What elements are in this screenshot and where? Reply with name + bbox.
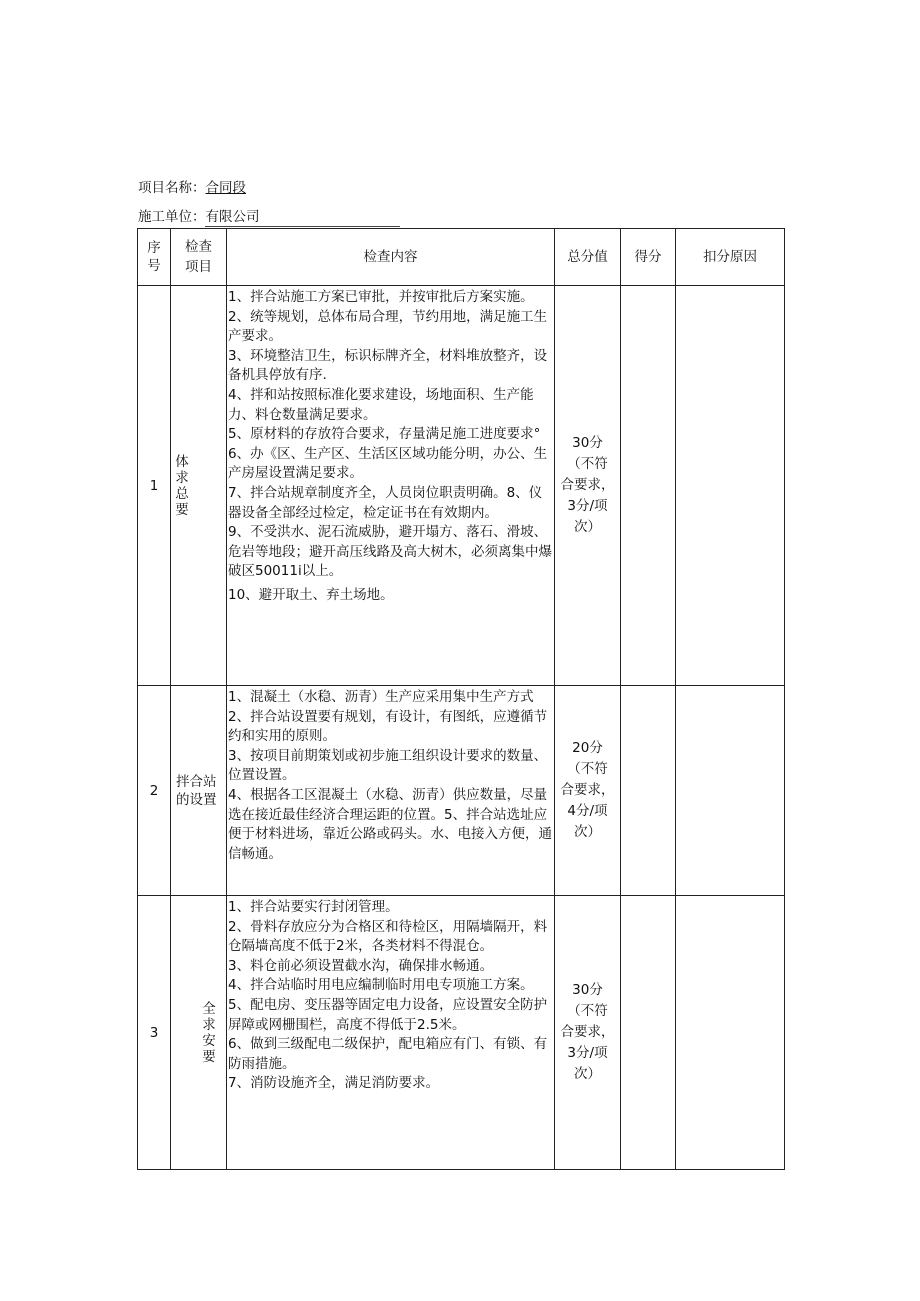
content-line: 3、料仓前必须设置截水沟，确保排水畅通。: [228, 957, 494, 974]
check-content: [227, 686, 555, 896]
header-score: 得分: [621, 229, 676, 286]
content-line: 10、避开取土、弃土场地。: [228, 586, 394, 603]
content-line: 6、办《区、生产区、生活区区域功能分明，办公、生产房屋设置满足要求。: [228, 445, 548, 482]
construction-unit-value: 有限公司: [205, 209, 260, 225]
check-item: 拌合站的设置: [171, 686, 227, 896]
content-line: 7、拌合站规章制度齐全，人员岗位职责明确。8、仪器设备全部经过检定，检定证书在有效期内。: [228, 484, 543, 521]
content-line: 3、环境整洁卫生，标识标牌齐全，材料堆放整齐，设备机具停放有序.: [228, 347, 548, 384]
content-line: 2、骨料存放应分为合格区和待检区，用隔墙隔开，料仓隔墙高度不低于2米，各类材料不得混仓。: [228, 918, 548, 955]
total-score: 30分 （不符 合要求， 3分/项 次）: [555, 896, 621, 1170]
project-name-line: [138, 179, 246, 197]
header-reason: 扣分原因: [676, 229, 785, 286]
score-cell[interactable]: [621, 286, 676, 686]
header-total: 总分值: [555, 229, 621, 286]
check-content: [227, 896, 555, 1170]
table-row: [138, 686, 785, 896]
content-line: 4、拌和站按照标准化要求建设，场地面积、生产能力、料仓数量满足要求。: [228, 386, 534, 423]
table-row: [138, 286, 785, 686]
check-item: 全求安要: [171, 896, 227, 1170]
content-line: 2、统等规划，总体布局合理，节约用地，满足施工生产要求。: [228, 308, 548, 345]
deduction-reason-cell[interactable]: [676, 286, 785, 686]
content-line: 1、混凝土（水稳、沥青）生产应采用集中生产方式: [228, 689, 534, 705]
content-line: 2、拌合站设置要有规划，有设计，有图纸，应遵循节约和实用的原则。: [228, 708, 548, 745]
deduction-reason-cell[interactable]: [676, 686, 785, 896]
content-line: 1、拌合站施工方案已审批，并按审批后方案实施。: [228, 289, 534, 305]
content-line: 5、配电房、变压器等固定电力设备，应设置安全防护屏障或网栅围栏，高度不得低于2.5米。: [228, 996, 548, 1033]
table-header-row: [138, 229, 785, 286]
content-line: 6、做到三级配电二级保护，配电箱应有门、有锁、有防雨措施。: [228, 1036, 548, 1072]
header-no: 序号: [138, 229, 171, 286]
project-name-value: 合同段: [205, 180, 246, 196]
row-number: 3: [138, 896, 171, 1170]
check-item: 体求总要: [171, 286, 227, 686]
project-name-label: 项目名称：: [138, 180, 206, 196]
inspection-table: [137, 228, 785, 1170]
check-content: [227, 286, 555, 686]
content-line: 1、拌合站要实行封闭管理。: [228, 899, 399, 915]
total-score: 20分 （不符 合要求， 4分/项 次）: [555, 686, 621, 896]
content-line: 5、原材料的存放符合要求，存量满足施工进度要求°: [228, 426, 541, 443]
content-line: 3、按项目前期策划或初步施工组织设计要求的数量、位置设置。: [228, 747, 548, 784]
deduction-reason-cell[interactable]: [676, 896, 785, 1170]
row-number: 2: [138, 686, 171, 896]
construction-unit-label: 施工单位：: [138, 209, 206, 225]
score-cell[interactable]: [621, 686, 676, 896]
content-line: 7、消防设施齐全，满足消防要求。: [228, 1075, 440, 1092]
header-item: 检查项目: [171, 229, 227, 286]
construction-unit-line: [138, 208, 260, 226]
content-line: 4、根据各工区混凝土（水稳、沥青）供应数量，尽量选在接近最佳经济合理运距的位置。5、拌合站选址应便于材料进场，靠近公路或码头。水、电接入方便，通信畅通。: [228, 786, 552, 862]
header-content: 检查内容: [227, 229, 555, 286]
total-score: 30分 （不符 合要求， 3分/项 次）: [555, 286, 621, 686]
table-row: [138, 896, 785, 1170]
content-line: 9、不受洪水、泥石流威胁，避开塌方、落石、滑坡、危岩等地段；避开高压线路及高大树木，必须离集中爆破区50011i以上。: [228, 524, 552, 580]
content-line: 4、拌合站临时用电应编制临时用电专项施工方案。: [228, 977, 534, 994]
score-cell[interactable]: [621, 896, 676, 1170]
construction-unit-underline: [205, 226, 400, 227]
row-number: 1: [138, 286, 171, 686]
